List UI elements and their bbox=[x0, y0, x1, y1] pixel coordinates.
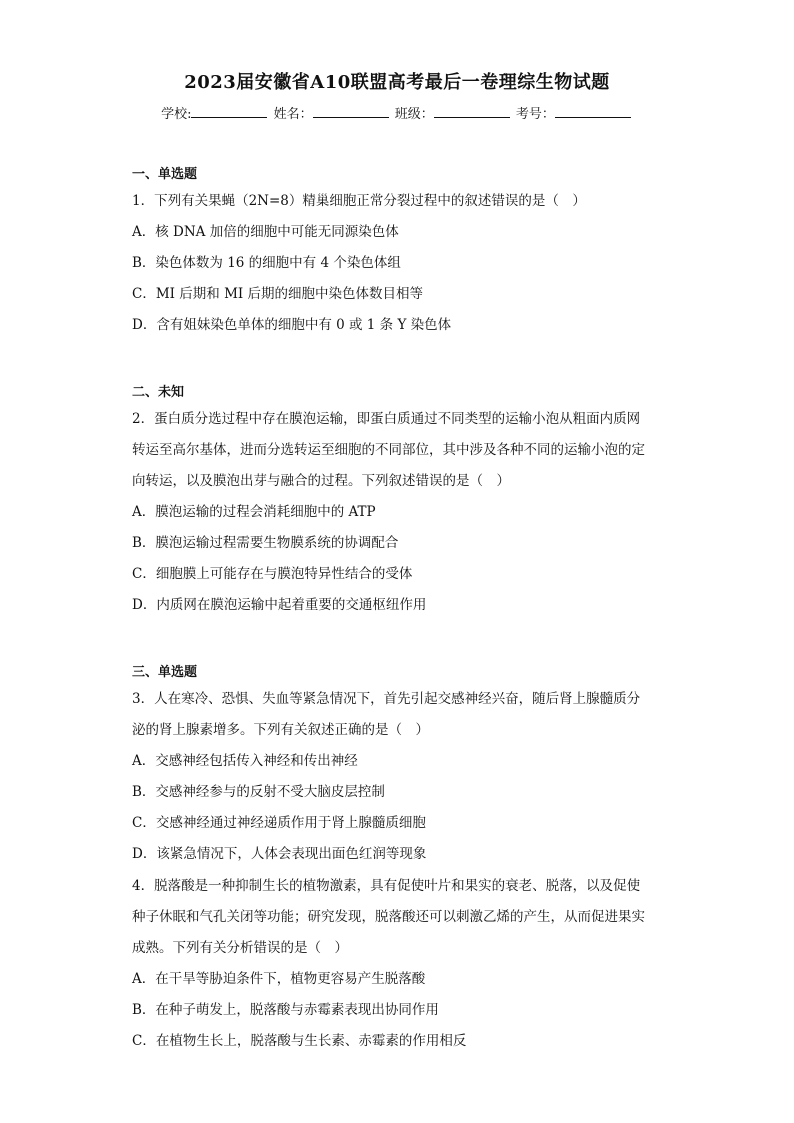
question-stem-line: 转运至高尔基体，进而分选转运至细胞的不同部位，其中涉及各种不同的运输小泡的定 bbox=[132, 442, 645, 458]
question-option: C．交感神经通过神经递质作用于肾上腺髓质细胞 bbox=[132, 815, 426, 831]
question-option: B．交感神经参与的反射不受大脑皮层控制 bbox=[132, 784, 385, 800]
question-option: A．膜泡运输的过程会消耗细胞中的 ATP bbox=[132, 504, 376, 520]
question-option: B．染色体数为 16 的细胞中有 4 个染色体组 bbox=[132, 255, 401, 271]
name-label: 姓名： bbox=[273, 107, 313, 122]
class-blank[interactable] bbox=[434, 105, 510, 118]
section-heading: 二、未知 bbox=[132, 385, 185, 400]
school-label: 学校: bbox=[161, 107, 192, 122]
question-stem-line: 种子休眠和气孔关闭等功能；研究发现，脱落酸还可以刺激乙烯的产生，从而促进果实 bbox=[132, 909, 645, 925]
question-option: D．含有姐妹染色单体的细胞中有 0 或 1 条 Y 染色体 bbox=[132, 317, 452, 333]
section-heading: 三、单选题 bbox=[132, 665, 198, 680]
question-option: A．交感神经包括传入神经和传出神经 bbox=[132, 753, 358, 769]
question-option: C．细胞膜上可能存在与膜泡特异性结合的受体 bbox=[132, 566, 413, 582]
student-info-row bbox=[0, 103, 794, 122]
question-stem-line: 向转运，以及膜泡出芽与融合的过程。下列叙述错误的是（ ） bbox=[132, 473, 510, 489]
question-option: D．内质网在膜泡运输中起着重要的交通枢纽作用 bbox=[132, 597, 427, 613]
name-blank[interactable] bbox=[313, 105, 389, 118]
question-option: A．核 DNA 加倍的细胞中可能无同源染色体 bbox=[132, 224, 399, 240]
question-option: B．在种子萌发上，脱落酸与赤霉素表现出协同作用 bbox=[132, 1002, 439, 1018]
question-stem-line: 2．蛋白质分选过程中存在膜泡运输，即蛋白质通过不同类型的运输小泡从粗面内质网 bbox=[132, 411, 641, 427]
question-stem-line: 成熟。下列有关分析错误的是（ ） bbox=[132, 940, 348, 956]
question-stem-line: 泌的肾上腺素增多。下列有关叙述正确的是（ ） bbox=[132, 722, 429, 738]
exam-number-blank[interactable] bbox=[555, 105, 631, 118]
school-blank[interactable] bbox=[191, 105, 267, 118]
class-label: 班级： bbox=[394, 107, 434, 122]
question-option: C．在植物生长上，脱落酸与生长素、赤霉素的作用相反 bbox=[132, 1033, 467, 1049]
question-stem-line: 4．脱落酸是一种抑制生长的植物激素，具有促使叶片和果实的衰老、脱落，以及促使 bbox=[132, 878, 641, 894]
section-heading: 一、单选题 bbox=[132, 167, 198, 182]
question-option: D．该紧急情况下，人体会表现出面色红润等现象 bbox=[132, 846, 427, 862]
question-option: B．膜泡运输过程需要生物膜系统的协调配合 bbox=[132, 535, 399, 551]
question-option: C．MI 后期和 MI 后期的细胞中染色体数目相等 bbox=[132, 286, 424, 302]
page-title: 2023届安徽省A10联盟高考最后一卷理综生物试题 bbox=[184, 72, 610, 93]
question-stem-line: 1．下列有关果蝇（2N=8）精巢细胞正常分裂过程中的叙述错误的是（ ） bbox=[132, 193, 586, 209]
question-option: A．在干旱等胁迫条件下，植物更容易产生脱落酸 bbox=[132, 971, 426, 987]
exam-number-label: 考号： bbox=[515, 107, 555, 122]
question-stem-line: 3．人在寒冷、恐惧、失血等紧急情况下，首先引起交感神经兴奋，随后肾上腺髓质分 bbox=[132, 691, 641, 707]
